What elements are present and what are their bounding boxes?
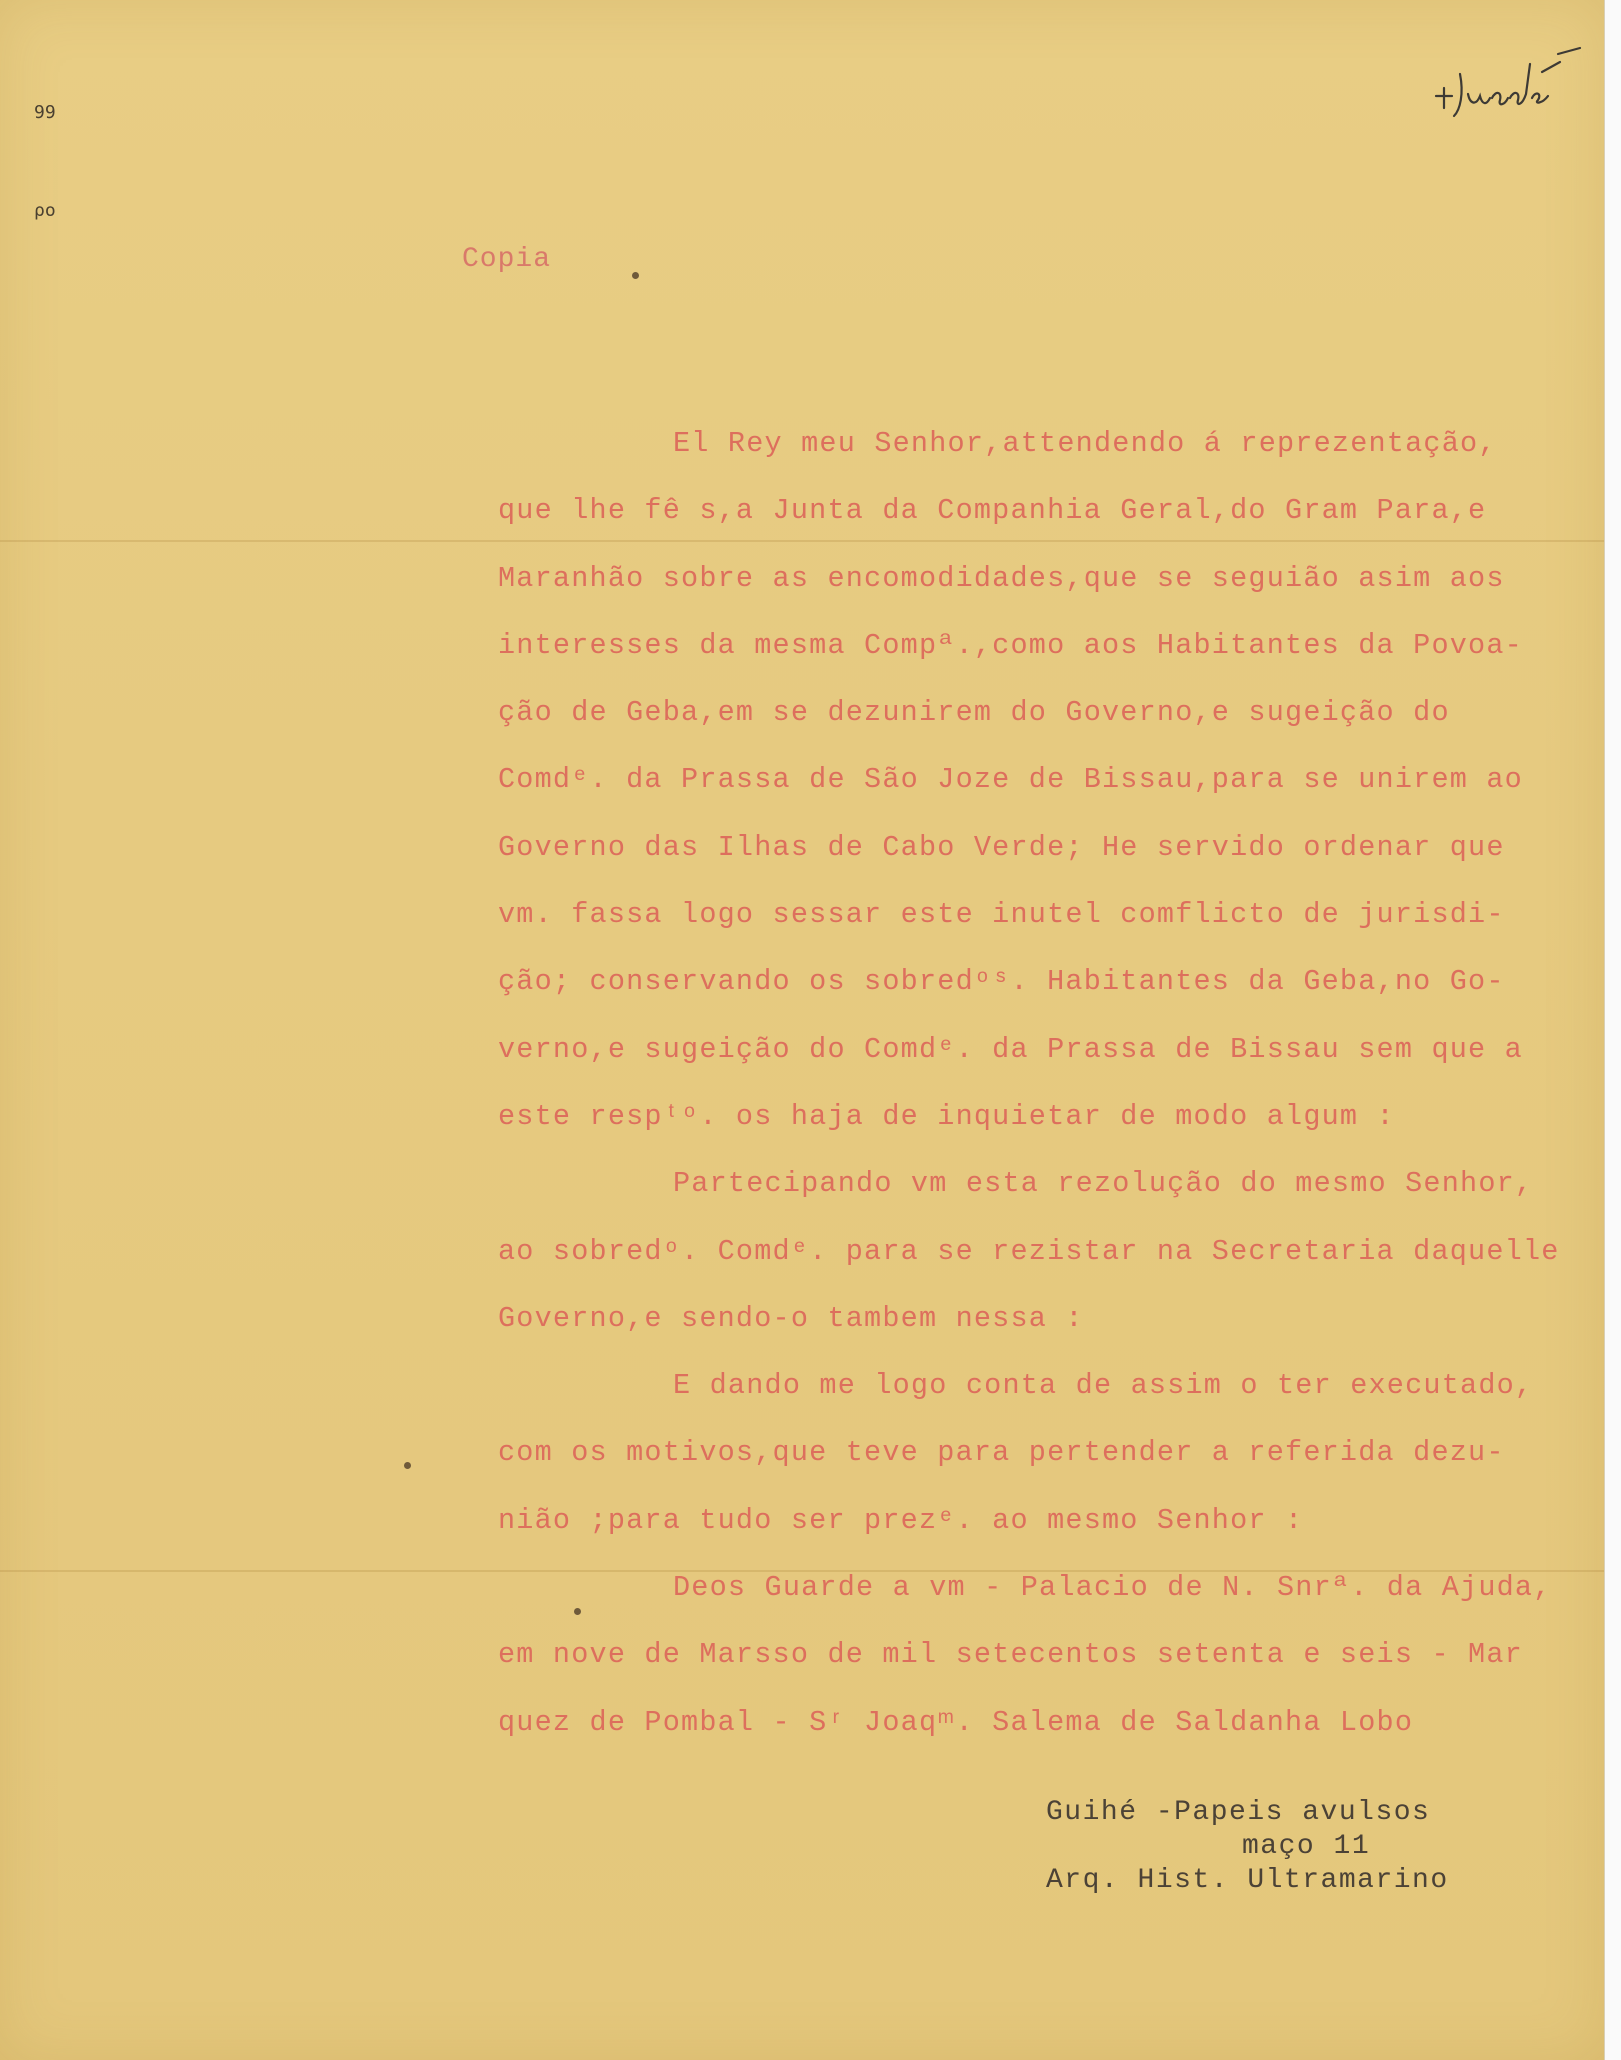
- archive-line: Arq. Hist. Ultramarino: [1046, 1865, 1449, 1896]
- text-line: que lhe fê s,a Junta da Companhia Geral,do Gram Para,e: [498, 494, 1487, 528]
- archive-line: maço 11: [1242, 1831, 1371, 1862]
- document-heading: Copia: [462, 244, 552, 275]
- text-line: Governo,e sendo-o tambem nessa :: [498, 1301, 1084, 1335]
- letter-body: [498, 410, 1598, 1756]
- scan-border: [1604, 0, 1621, 2060]
- archive-line: Guihé -Papeis avulsos: [1046, 1797, 1431, 1828]
- text-line: nião ;para tudo ser prezᵉ. ao mesmo Senhor :: [498, 1503, 1304, 1537]
- ink-speck: [404, 1462, 411, 1469]
- text-line: em nove de Marsso de mil setecentos setenta e seis - Mar: [498, 1638, 1523, 1672]
- text-line: quez de Pombal - Sʳ Joaqᵐ. Salema de Saldanha Lobo: [498, 1705, 1414, 1739]
- text-line: ção de Geba,em se dezunirem do Governo,e sugeição do: [498, 696, 1450, 730]
- archive-reference: [1046, 1796, 1449, 1898]
- text-line: Partecipando vm esta rezolução do mesmo Senhor,: [673, 1167, 1534, 1201]
- text-line: E dando me logo conta de assim o ter executado,: [673, 1369, 1534, 1403]
- text-line: interesses da mesma Compª.,como aos Habitantes da Povoa-: [498, 628, 1523, 662]
- text-line: com os motivos,que teve para pertender a referida dezu-: [498, 1436, 1505, 1470]
- ink-speck: [574, 1608, 581, 1615]
- text-line: Maranhão sobre as encomodidades,que se seguião asim aos: [498, 561, 1505, 595]
- margin-mark: ρο: [34, 200, 56, 221]
- text-line: El Rey meu Senhor,attendendo á reprezentação,: [673, 427, 1497, 460]
- text-line: ao sobredᵒ. Comdᵉ. para se rezistar na Secretaria daquelle: [498, 1234, 1560, 1268]
- text-line: vm. fassa logo sessar este inutel comflicto de jurisdi-: [498, 898, 1505, 932]
- ink-speck: [632, 272, 639, 279]
- text-line: Governo das Ilhas de Cabo Verde; He servido ordenar que: [498, 830, 1505, 864]
- text-line: verno,e sugeição do Comdᵉ. da Prassa de Bissau sem que a: [498, 1032, 1523, 1066]
- handwritten-signature: [1430, 44, 1590, 124]
- text-line: ção; conservando os sobredᵒˢ. Habitantes da Geba,no Go-: [498, 965, 1505, 999]
- text-line: este respᵗᵒ. os haja de inquietar de modo algum :: [498, 1099, 1395, 1133]
- text-line: Comdᵉ. da Prassa de São Joze de Bissau,para se unirem ao: [498, 763, 1523, 797]
- text-line: Deos Guarde a vm - Palacio de N. Snrª. da Ajuda,: [673, 1571, 1552, 1605]
- margin-mark: 99: [34, 102, 56, 123]
